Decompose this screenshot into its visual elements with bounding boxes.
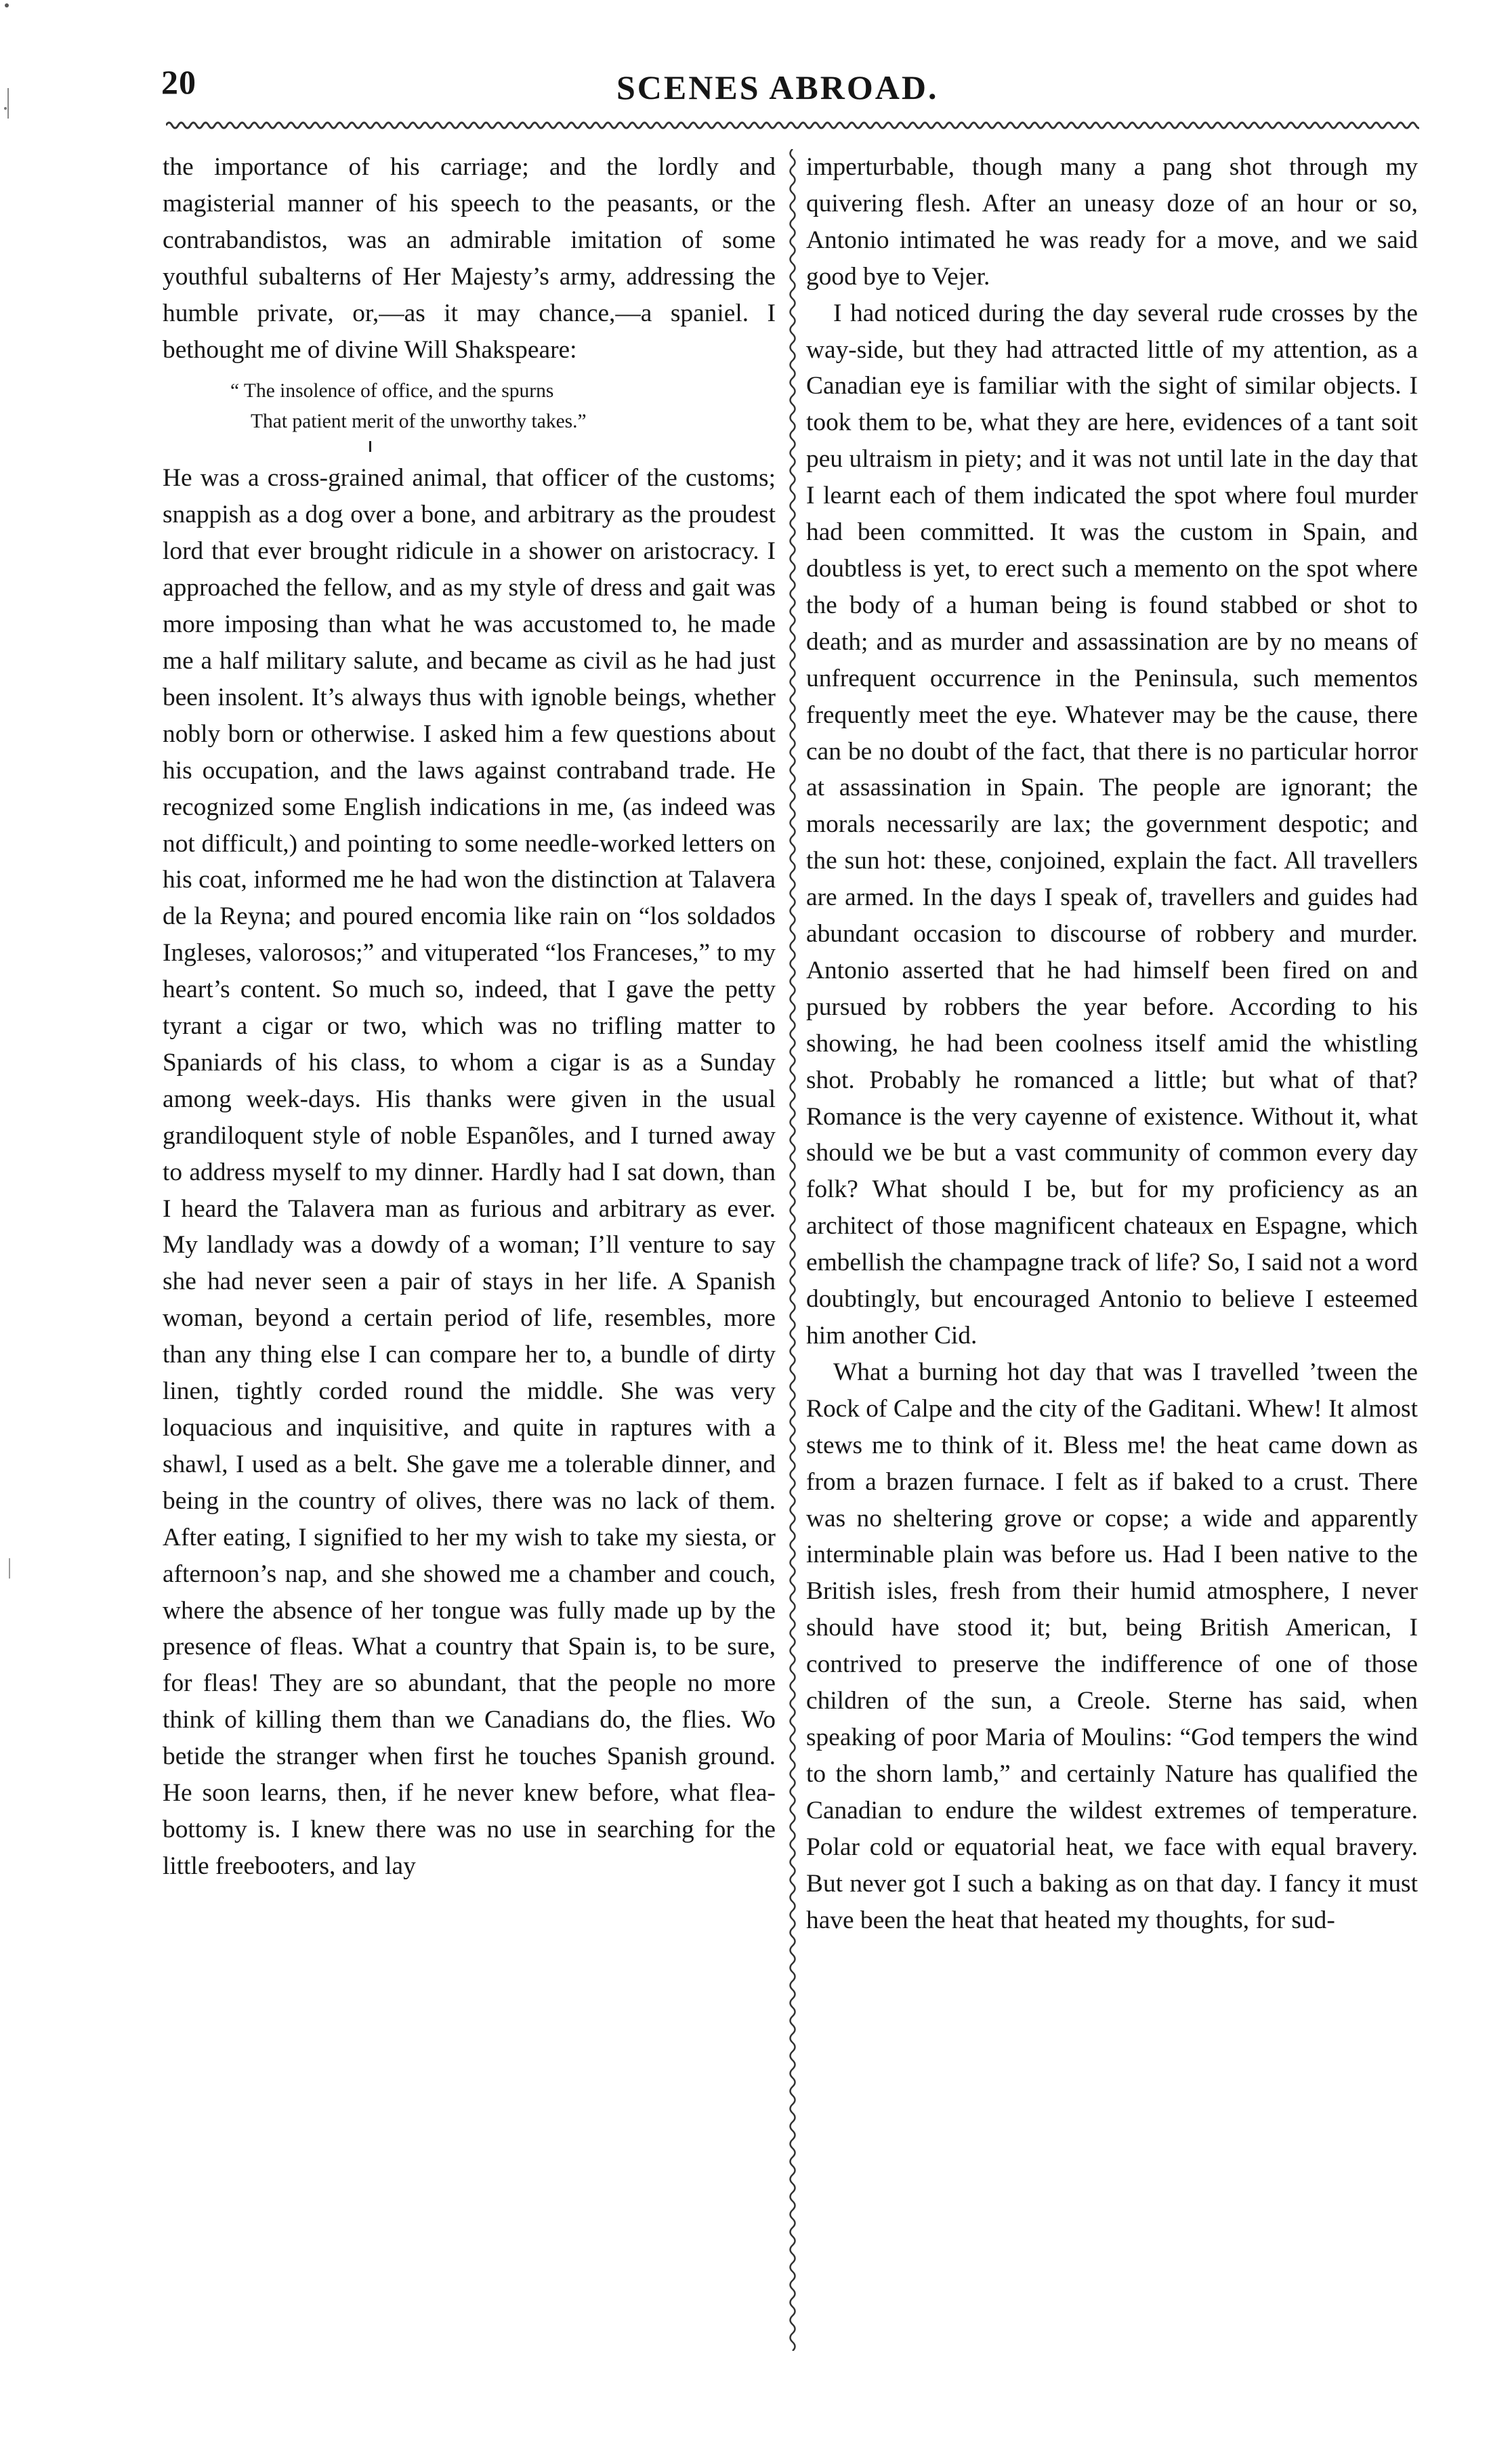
page-number: 20 bbox=[161, 63, 196, 101]
wavy-column-divider bbox=[784, 149, 801, 2351]
ink-mark bbox=[163, 444, 776, 460]
wavy-header-rule bbox=[166, 117, 1419, 134]
right-column bbox=[806, 149, 1418, 1938]
left-paragraph-1: the importance of his carriage; and the lordly and magisterial manner of his speech to the peasants, or the contrabandistos, was an admirable imitation of some youthful subalterns of Her Majesty’s army, addressing the humble private, or,—as it may chance,—a spaniel. I bethought me of divine Will Shakspeare: bbox=[163, 153, 776, 364]
left-paragraph-2: He was a cross-grained animal, that officer of the customs; snappish as a dog over a bone, and arbitrary as the proudest lord that ever brought ridicule in a shower on aristocracy. I approached the fellow, and as my style of dress and gait was more imposing than what he was accustomed to, he made me a half military salute, and became as civil as he had just been insolent. It’s always thus with ignoble beings, whether nobly born or otherwise. I asked him a few questions about his occupation, and the laws against contraband trade. He recognized some English indications in me, (as indeed was not difficult,) and pointing to some needle-worked letters on his coat, informed me he had won the distinction at Talavera de la Reyna; and poured encomia like rain on “los soldados Ingleses, valorosos;” and vituperated “los Franceses,” to my heart’s content. So much so, indeed, that I gave the petty tyrant a cigar or two, which was no trifling matter to Spaniards of his class, to whom a cigar is as a Sunday among week-days. His thanks were given in the usual grandiloquent style of noble Espanõles, and I turned away to address myself to my dinner. Hardly had I sat down, than I heard the Talavera man as furious and arbitrary as ever. My landlady was a dowdy of a woman; I’ll venture to say she had never seen a pair of stays in her life. A Spanish woman, beyond a certain period of life, resembles, more than any thing else I can compare her to, a bundle of dirty linen, tightly corded round the middle. She was very loquacious and inquisitive, and quite in raptures with a shawl, I used as a belt. She gave me a tolerable dinner, and being in the country of olives, there was no lack of them. After eating, I signified to her my wish to take my siesta, or afternoon’s nap, and she showed me a chamber and couch, where the absence of her tongue was fully made up by the presence of fleas. What a country that Spain is, to be sure, for fleas! They are so abundant, that the people no more think of killing them than we Canadians do, the flies. Wo betide the stranger when first he touches Spanish ground. He soon learns, then, if he never knew before, what flea-bottomy is. I knew there was no use in searching for the little freebooters, and lay bbox=[163, 464, 776, 1880]
left-column bbox=[163, 149, 776, 1885]
running-head: SCENES ABROAD. bbox=[616, 68, 939, 106]
margin-specks bbox=[0, 0, 41, 2443]
right-paragraph-2: I had noticed during the day several rude crosses by the way-side, but they had attracted little of my attention, as a Canadian eye is familiar with the sight of similar objects. I took them to be, what they are here, evidences of a tant soit peu ultraism in piety; and it was not until late in the day that I learnt each of them indicated the spot where foul murder had been committed. It was the custom in Spain, and doubtless is yet, to erect such a memento on the spot where the body of a human being is found stabbed or shot to death; and as murder and assassination are by no means of unfrequent occurrence in the Peninsula, such mementos frequently meet the eye. Whatever may be the cause, there can be no doubt of the fact, that there is no particular horror at assassination in Spain. The people are ignorant; the morals necessarily are lax; the government despotic; and the sun hot: these, conjoined, explain the fact. All travellers are armed. In the days I speak of, travellers and guides had abundant occasion to discourse of robbery and murder. Antonio asserted that he had himself been fired on and pursued by robbers the year before. According to his showing, he had been coolness itself amid the whistling shot. Probably he romanced a little; but what of that? Romance is the very cayenne of existence. Without it, what should we be but a vast community of common every day folk? What should I be, but for my proficiency as an architect of those magnificent chateaux en Espagne, which embellish the champagne track of life? So, I said not a word doubtingly, but encouraged Antonio to believe I esteemed him another Cid. bbox=[806, 299, 1418, 1350]
verse-quotation bbox=[163, 376, 776, 437]
verse-line-1: “ The insolence of office, and the spurns bbox=[230, 380, 554, 402]
verse-line-2: That patient merit of the unworthy takes.” bbox=[251, 411, 587, 433]
right-paragraph-3: What a burning hot day that was I travelled ’tween the Rock of Calpe and the city of the Gaditani. Whew! It almost stews me to think of it. Bless me! the heat came down as from a brazen furnace. I felt as if baked to a crust. There was no sheltering grove or copse; a wide and apparently interminable plain was before us. Had I been native to the British isles, fresh from their humid atmosphere, I never should have stood it; but, being British American, I contrived to preserve the indifference of one of those children of the sun, a Creole. Sterne has said, when speaking of poor Maria of Moulins: “God tempers the wind to the shorn lamb,” and certainly Nature has qualified the Canadian to endure the wildest extremes of temperature. Polar cold or equatorial heat, we face with equal bravery. But never got I such a baking as on that day. I fancy it must have been the heat that heated my thoughts, for sud- bbox=[806, 1358, 1418, 1934]
right-paragraph-1: imperturbable, though many a pang shot through my quivering flesh. After an uneasy doze of an hour or so, Antonio intimated he was ready for a move, and we said good bye to Vejer. bbox=[806, 153, 1418, 291]
